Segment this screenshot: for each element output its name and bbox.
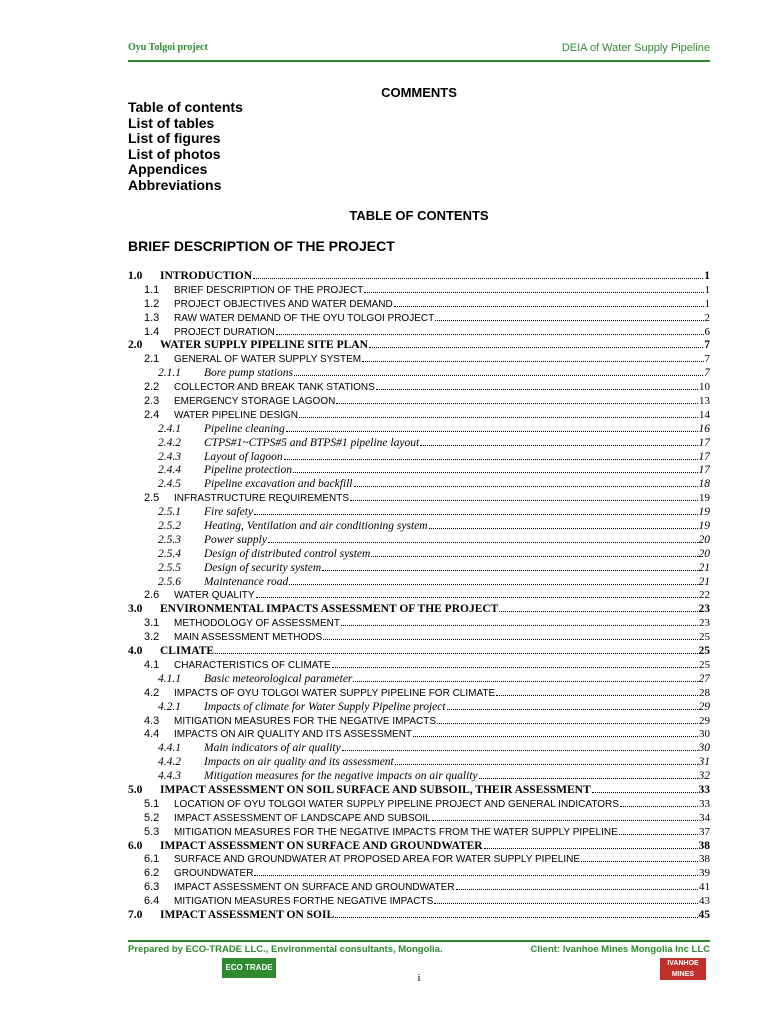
toc-entry-title: Basic meteorological parameter	[204, 672, 353, 685]
toc-entry[interactable]	[128, 381, 710, 395]
toc-entry[interactable]	[128, 728, 710, 742]
toc-entry-title: GROUNDWATER	[174, 868, 254, 880]
toc-leader-dots	[581, 861, 698, 862]
toc-entry[interactable]	[128, 715, 710, 729]
toc-leader-dots	[286, 431, 698, 432]
toc-entry-title: IMPACT ASSESSMENT ON SURFACE AND GROUNDWATER	[174, 882, 455, 894]
toc-entry-page: 17	[698, 436, 710, 449]
toc-entry-number: 2.5.2	[158, 520, 181, 533]
header-document-title: DEIA of Water Supply Pipeline	[561, 42, 710, 54]
toc-entry[interactable]	[128, 631, 710, 645]
toc-leader-dots	[619, 834, 698, 835]
front-matter-list	[128, 100, 243, 193]
toc-leader-dots	[293, 472, 697, 473]
toc-entry-title: METHODOLOGY OF ASSESSMENT	[174, 618, 340, 630]
toc-entry-page: 31	[698, 756, 710, 769]
toc-entry[interactable]	[128, 645, 710, 659]
toc-entry-number: 2.4.3	[158, 450, 181, 463]
toc-entry-title: Impacts of climate for Water Supply Pipeline project	[204, 700, 446, 713]
toc-entry[interactable]	[128, 895, 710, 909]
toc-entry-number: 1.3	[144, 311, 160, 324]
toc-entry-page: 37	[699, 825, 710, 838]
toc-entry-number: 1.4	[144, 325, 160, 338]
toc-entry[interactable]	[128, 576, 710, 590]
toc-entry[interactable]	[128, 770, 710, 784]
toc-entry[interactable]	[128, 756, 710, 770]
toc-leader-dots	[256, 597, 698, 598]
brief-description-heading: BRIEF DESCRIPTION OF THE PROJECT	[128, 238, 395, 254]
toc-leader-dots	[254, 514, 697, 515]
toc-entry-number: 6.3	[144, 881, 160, 894]
toc-entry-title: Maintenance road	[204, 575, 289, 588]
toc-entry-number: 4.1	[144, 658, 160, 671]
toc-entry-number: 2.1.1	[158, 367, 181, 380]
toc-entry[interactable]	[128, 534, 710, 548]
toc-entry-title: Design of security system	[204, 561, 322, 574]
toc-entry-title: LOCATION OF OYU TOLGOI WATER SUPPLY PIPELINE PROJECT AND GENERAL INDICATORS	[174, 798, 619, 810]
toc-entry[interactable]	[128, 867, 710, 881]
toc-leader-dots	[413, 736, 698, 737]
toc-entry-title: Main indicators of air quality	[204, 742, 341, 755]
toc-leader-dots	[254, 875, 698, 876]
toc-entry-page: 18	[698, 478, 710, 491]
toc-entry-title: CTPS#1~CTPS#5 and BTPS#1 pipeline layout	[204, 436, 420, 449]
toc-entry-number: 3.0	[128, 603, 143, 616]
toc-entry-number: 2.4.1	[158, 422, 181, 435]
toc-entry-page: 7	[704, 339, 710, 352]
toc-entry-page: 19	[699, 492, 710, 505]
toc-entry-page: 21	[698, 561, 710, 574]
toc-entry[interactable]	[128, 812, 710, 826]
toc-entry[interactable]	[128, 881, 710, 895]
toc-leader-dots	[499, 611, 697, 612]
toc-entry-page: 7	[704, 367, 710, 380]
toc-entry-title: WATER QUALITY	[174, 590, 255, 602]
toc-entry-title: PROJECT OBJECTIVES AND WATER DEMAND	[174, 298, 393, 310]
toc-entry-title: IMPACTS ON AIR QUALITY AND ITS ASSESSMENT	[174, 729, 413, 741]
toc-entry-page: 38	[699, 853, 710, 866]
toc-entry-number: 2.4.2	[158, 436, 181, 449]
toc-entry-page: 19	[698, 506, 710, 519]
comments-title: COMMENTS	[381, 85, 457, 100]
toc-entry-number: 6.0	[128, 839, 143, 852]
toc-leader-dots	[484, 848, 698, 849]
toc-leader-dots	[371, 556, 697, 557]
toc-entry-page: 7	[704, 353, 710, 366]
toc-leader-dots	[437, 723, 698, 724]
toc-entry-number: 4.4.2	[158, 756, 181, 769]
toc-entry-title: PROJECT DURATION	[174, 326, 275, 338]
toc-entry-title: Pipeline excavation and backfill	[204, 478, 353, 491]
toc-leader-dots	[362, 361, 703, 362]
toc-entry-number: 2.5.4	[158, 547, 181, 560]
toc-leader-dots	[435, 320, 703, 321]
toc-entry-title: Design of distributed control system	[204, 547, 371, 560]
toc-entry-number: 5.2	[144, 811, 160, 824]
toc-entry[interactable]	[128, 548, 710, 562]
toc-entry-number: 4.2	[144, 686, 160, 699]
toc-entry-page: 29	[699, 714, 710, 727]
toc-entry-number: 4.3	[144, 714, 160, 727]
toc-leader-dots	[456, 889, 698, 890]
toc-entry[interactable]	[128, 617, 710, 631]
toc-leader-dots	[364, 292, 703, 293]
toc-entry-title: MITIGATION MEASURES FOR THE NEGATIVE IMPACTS	[174, 715, 437, 727]
toc-leader-dots	[336, 403, 698, 404]
toc-leader-dots	[322, 570, 697, 571]
toc-entry-title: CLIMATE	[160, 645, 215, 658]
toc-entry[interactable]	[128, 853, 710, 867]
toc-title: TABLE OF CONTENTS	[349, 208, 489, 223]
toc-entry-number: 1.1	[144, 283, 160, 296]
toc-entry-page: 6	[704, 325, 710, 338]
toc-entry-number: 3.1	[144, 617, 160, 630]
toc-entry-title: Layout of lagoon	[204, 450, 283, 463]
toc-entry-page: 20	[698, 533, 710, 546]
toc-entry-number: 2.5.5	[158, 561, 181, 574]
toc-leader-dots	[215, 653, 697, 654]
toc-entry-title: IMPACTS OF OYU TOLGOI WATER SUPPLY PIPELINE FOR CLIMATE	[174, 687, 496, 699]
toc-entry[interactable]	[128, 326, 710, 340]
front-item-list-of-tables[interactable]: List of tables	[128, 114, 215, 131]
toc-entry-number: 2.5.6	[158, 575, 181, 588]
toc-entry-number: 1.2	[144, 297, 160, 310]
toc-entry-title: GENERAL OF WATER SUPPLY SYSTEM	[174, 354, 362, 366]
toc-entry[interactable]	[128, 589, 710, 603]
toc-leader-dots	[289, 584, 697, 585]
toc-leader-dots	[268, 542, 698, 543]
footer-prepared-by: Prepared by ECO-TRADE LLC., Environmental consultants, Mongolia.	[128, 944, 443, 955]
toc-leader-dots	[432, 820, 698, 821]
toc-entry-page: 2	[704, 311, 710, 324]
eco-trade-logo: ECO TRADE	[222, 958, 276, 978]
toc-entry[interactable]	[128, 798, 710, 812]
toc-entry-title: Heating, Ventilation and air conditioning system	[204, 520, 428, 533]
toc-entry[interactable]	[128, 687, 710, 701]
toc-entry-title: INFRASTRUCTURE REQUIREMENTS	[174, 493, 350, 505]
toc-entry[interactable]	[128, 659, 710, 673]
toc-entry[interactable]	[128, 742, 710, 756]
toc-entry-number: 2.4	[144, 408, 160, 421]
toc-entry-title: SURFACE AND GROUNDWATER AT PROPOSED AREA FOR WATER SUPPLY PIPELINE	[174, 854, 581, 866]
toc-entry-title: IMPACT ASSESSMENT ON SURFACE AND GROUNDWATER	[160, 839, 483, 852]
toc-entry[interactable]	[128, 562, 710, 576]
toc-entry[interactable]	[128, 603, 710, 617]
header-project-name: Oyu Tolgoi project	[128, 42, 208, 53]
toc-entry[interactable]	[128, 409, 710, 423]
toc-entry[interactable]	[128, 840, 710, 854]
toc-entry-title: Impacts on air quality and its assessment	[204, 756, 394, 769]
toc-entry-page: 38	[698, 839, 710, 852]
toc-entry-page: 30	[698, 742, 710, 755]
toc-entry-number: 2.0	[128, 339, 143, 352]
toc-entry-number: 5.0	[128, 783, 143, 796]
page-number: i	[417, 972, 421, 984]
toc-entry[interactable]	[128, 826, 710, 840]
toc-leader-dots	[332, 667, 699, 668]
toc-entry-page: 41	[699, 881, 710, 894]
toc-entry-number: 2.5.1	[158, 506, 181, 519]
toc-entry-title: WATER PIPELINE DESIGN	[174, 409, 298, 421]
toc-entry-number: 4.4	[144, 728, 160, 741]
toc-entry-number: 4.1.1	[158, 672, 181, 685]
footer-client: Client: Ivanhoe Mines Mongolia Inc LLC	[530, 944, 710, 955]
toc-entry[interactable]	[128, 353, 710, 367]
toc-entry-number: 7.0	[128, 908, 143, 921]
toc-entry-title: ENVIRONMENTAL IMPACTS ASSESSMENT OF THE PROJECT	[160, 603, 499, 616]
toc-leader-dots	[376, 389, 698, 390]
toc-entry-number: 2.2	[144, 381, 160, 394]
toc-leader-dots	[479, 778, 698, 779]
toc-entry-page: 19	[698, 520, 710, 533]
toc-entry-page: 34	[699, 811, 710, 824]
toc-entry-number: 2.1	[144, 353, 160, 366]
toc-entry-page: 45	[698, 908, 710, 921]
toc-entry-title: IMPACT ASSESSMENT ON SOIL	[160, 908, 335, 921]
toc-entry-page: 21	[698, 575, 710, 588]
toc-entry-number: 4.4.1	[158, 742, 181, 755]
toc-entry-title: IMPACT ASSESSMENT OF LANDSCAPE AND SUBSOIL	[174, 812, 431, 824]
toc-entry[interactable]	[128, 312, 710, 326]
toc-entry-page: 1	[704, 270, 710, 282]
page-footer	[128, 940, 710, 984]
toc-entry-page: 14	[699, 408, 710, 421]
toc-leader-dots	[323, 639, 698, 640]
toc-entry-page: 17	[698, 450, 710, 463]
toc-leader-dots	[341, 625, 698, 626]
toc-entry-page: 1	[704, 297, 710, 310]
toc-entry[interactable]	[128, 423, 710, 437]
toc-entry[interactable]	[128, 478, 710, 492]
toc-entry-number: 4.2.1	[158, 700, 181, 713]
ivanhoe-logo: IVANHOE MINES	[660, 958, 706, 980]
toc-leader-dots	[394, 306, 704, 307]
toc-leader-dots	[434, 903, 698, 904]
toc-entry-page: 27	[698, 672, 710, 685]
toc-entry-number: 1.0	[128, 270, 143, 282]
toc-entry-number: 4.0	[128, 645, 143, 658]
toc-entry-number: 6.2	[144, 867, 160, 880]
toc-entry[interactable]	[128, 437, 710, 451]
toc-entry[interactable]	[128, 284, 710, 298]
toc-leader-dots	[620, 806, 698, 807]
toc-leader-dots	[369, 347, 703, 348]
toc-entry[interactable]	[128, 367, 710, 381]
toc-entry-title: MAIN ASSESSMENT METHODS	[174, 632, 323, 644]
toc-entry-title: Pipeline protection	[204, 464, 293, 477]
toc-entry-title: Pipeline cleaning	[204, 422, 285, 435]
toc-entry-number: 2.4.5	[158, 478, 181, 491]
toc-entry-number: 3.2	[144, 631, 160, 644]
toc-entry[interactable]	[128, 270, 710, 284]
toc-entry[interactable]	[128, 784, 710, 798]
toc-entry[interactable]	[128, 395, 710, 409]
front-item-abbreviations[interactable]: Abbreviations	[128, 176, 222, 193]
toc-entry-title: BRIEF DESCRIPTION OF THE PROJECT	[174, 284, 364, 296]
toc-leader-dots	[353, 681, 697, 682]
toc-leader-dots	[335, 917, 697, 918]
toc-entry[interactable]	[128, 464, 710, 478]
toc-entry-number: 5.1	[144, 797, 160, 810]
table-of-contents	[128, 270, 710, 923]
front-item-table-of-contents[interactable]: Table of contents	[128, 99, 243, 115]
front-item-list-of-photos[interactable]: List of photos	[128, 145, 221, 162]
toc-entry-page: 25	[699, 631, 710, 644]
toc-entry-page: 25	[699, 658, 710, 671]
toc-entry[interactable]	[128, 701, 710, 715]
toc-entry-number: 6.4	[144, 895, 160, 908]
toc-entry-page: 33	[699, 797, 710, 810]
toc-entry-page: 22	[699, 589, 710, 602]
toc-entry-number: 4.4.3	[158, 770, 181, 783]
toc-entry-page: 32	[698, 770, 710, 783]
toc-entry-number: 5.3	[144, 825, 160, 838]
toc-entry-title: MITIGATION MEASURES FOR THE NEGATIVE IMPACTS FROM THE WATER SUPPLY PIPELINE	[174, 826, 618, 838]
toc-entry[interactable]	[128, 909, 710, 923]
toc-leader-dots	[294, 375, 703, 376]
toc-entry-title: EMERGENCY STORAGE LAGOON	[174, 396, 336, 408]
toc-entry-page: 10	[699, 381, 710, 394]
toc-entry-number: 2.5.3	[158, 533, 181, 546]
toc-entry-title: WATER SUPPLY PIPELINE SITE PLAN	[160, 339, 368, 352]
toc-entry-page: 16	[698, 422, 710, 435]
toc-entry-number: 2.5	[144, 492, 160, 505]
toc-entry-page: 17	[698, 464, 710, 477]
toc-entry-page: 1	[704, 283, 710, 296]
toc-entry-page: 30	[699, 728, 710, 741]
toc-entry-page: 33	[698, 783, 710, 796]
front-item-list-of-figures[interactable]: List of figures	[128, 130, 221, 146]
toc-leader-dots	[299, 417, 698, 418]
toc-entry-page: 29	[698, 700, 710, 713]
toc-entry-number: 2.6	[144, 589, 160, 602]
toc-entry-title: RAW WATER DEMAND OF THE OYU TOLGOI PROJECT	[174, 312, 435, 324]
toc-entry[interactable]	[128, 506, 710, 520]
toc-entry[interactable]	[128, 339, 710, 353]
toc-leader-dots	[447, 709, 698, 710]
toc-leader-dots	[496, 695, 698, 696]
toc-entry-number: 2.4.4	[158, 464, 181, 477]
toc-entry-number: 2.3	[144, 395, 160, 408]
toc-entry-title: Fire safety	[204, 506, 254, 519]
toc-entry[interactable]	[128, 298, 710, 312]
toc-entry-page: 13	[699, 395, 710, 408]
toc-leader-dots	[253, 278, 703, 279]
toc-leader-dots	[592, 792, 698, 793]
toc-entry-title: Mitigation measures for the negative impacts on air quality	[204, 770, 478, 783]
toc-leader-dots	[395, 764, 698, 765]
toc-entry-page: 25	[698, 645, 710, 658]
toc-leader-dots	[284, 459, 698, 460]
front-item-appendices[interactable]: Appendices	[128, 161, 208, 177]
toc-entry-page: 43	[699, 895, 710, 908]
toc-entry-page: 23	[698, 603, 710, 616]
toc-entry[interactable]	[128, 520, 710, 534]
toc-entry-title: Bore pump stations	[204, 367, 294, 380]
toc-entry-title: CHARACTERISTICS OF CLIMATE	[174, 659, 331, 671]
toc-leader-dots	[276, 334, 704, 335]
toc-entry-title: COLLECTOR AND BREAK TANK STATIONS	[174, 382, 375, 394]
toc-leader-dots	[350, 500, 698, 501]
toc-leader-dots	[429, 528, 698, 529]
toc-leader-dots	[354, 486, 698, 487]
toc-entry-title: Power supply	[204, 533, 267, 546]
toc-entry[interactable]	[128, 451, 710, 465]
toc-entry-title: MITIGATION MEASURES FORTHE NEGATIVE IMPACTS	[174, 896, 434, 908]
toc-entry-title: INTRODUCTION	[160, 270, 253, 282]
toc-entry[interactable]	[128, 673, 710, 687]
toc-entry[interactable]	[128, 492, 710, 506]
toc-entry-title: IMPACT ASSESSMENT ON SOIL SURFACE AND SUBSOIL, THEIR ASSESSMENT	[160, 783, 591, 796]
toc-entry-page: 28	[699, 686, 710, 699]
toc-entry-page: 23	[699, 617, 710, 630]
toc-leader-dots	[342, 750, 698, 751]
toc-entry-number: 6.1	[144, 853, 160, 866]
page-header	[128, 40, 710, 62]
toc-entry-page: 39	[699, 867, 710, 880]
toc-entry-page: 20	[698, 547, 710, 560]
toc-leader-dots	[420, 445, 697, 446]
